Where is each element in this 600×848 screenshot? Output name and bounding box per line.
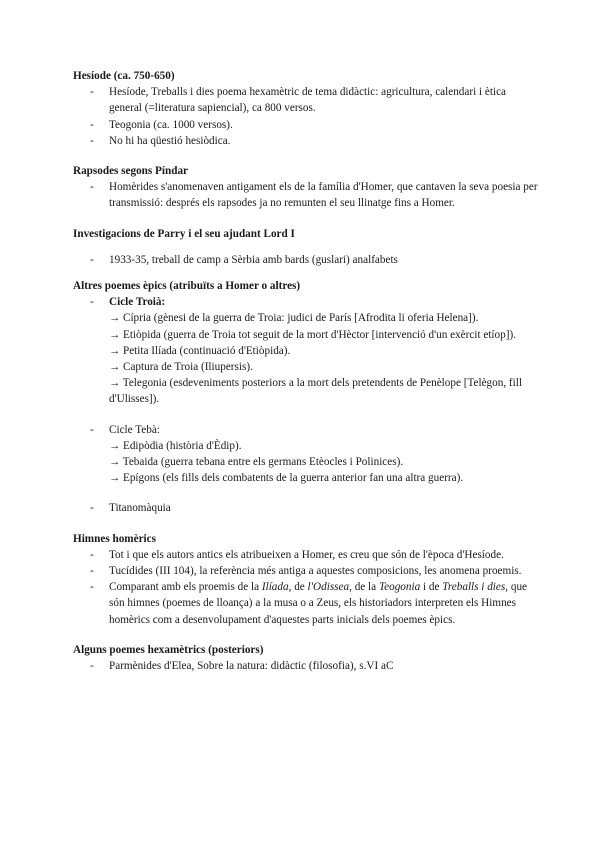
cicle-line: → Telegonia (esdeveniments posteriors a la mort dels pretendents de Penèlope [Telègon, fill d'Ulisses]). xyxy=(109,377,522,406)
cicle-line: → Epígons (els fills dels combatents de la guerra anterior fan una altra guerra). xyxy=(109,472,464,485)
heading-hesiode: Hesíode (ca. 750-650) xyxy=(73,70,175,82)
text-run: , de la xyxy=(349,581,379,594)
text-run: , de xyxy=(288,581,308,594)
list-himnes xyxy=(73,547,540,628)
list-item-titanomaquia: - Titanomàquia xyxy=(73,500,540,516)
cicle-line: → Cípria (gènesi de la guerra de Troia: judici de París [Afrodita li oferia Helena]). xyxy=(109,312,479,325)
heading-alguns: Alguns poemes hexamètrics (posteriors) xyxy=(73,643,264,656)
title-teogonia: Teogonia xyxy=(378,581,421,594)
list-parry xyxy=(73,252,540,268)
list-item: - Teogonia (ca. 1000 versos). xyxy=(73,117,540,133)
list-item: - No hi ha qüestió hesiòdica. xyxy=(73,133,540,149)
cicle-line: → Captura de Troia (Iliupersis). xyxy=(109,361,253,374)
cicle-line: → Etiòpida (guerra de Troia tot seguit de la mort d'Hèctor [intervenció d'un exèrcit etíop]). xyxy=(109,328,516,341)
list-hesiode xyxy=(73,84,540,149)
cicle-line: → Petita Ilíada (continuació d'Etiòpida). xyxy=(109,344,291,357)
list-item-comparant xyxy=(73,579,540,628)
cicle-troia-label: - Cicle Troià: xyxy=(109,296,166,309)
heading-altres: Altres poemes èpics (atribuïts a Homer o altres) xyxy=(73,280,301,293)
list-item: - Homèrides s'anomenaven antigament els de la família d'Homer, que cantaven la seva poesia per transmissió: després els rapsodes ja no remunten el seu llinatge fins a Homer. xyxy=(73,179,540,211)
list-item-cicle-troia xyxy=(73,294,540,407)
section-himnes xyxy=(73,531,540,628)
list-rapsodes xyxy=(73,179,540,211)
list-item: - Hesíode, Treballs i dies poema hexamètric de tema didàctic: agricultura, calendari i ètica general (=literatura sapiencial), ca 800 versos. xyxy=(73,84,540,116)
list-item: - Tot i que els autors antics els atribueixen a Homer, es creu que són de l'època d'Hesíode. xyxy=(73,547,540,563)
cicle-line: → Edipòdia (història d'Èdip). xyxy=(109,439,242,452)
list-item: - Tucídides (III 104), la referència més antiga a aquestes composicions, les anomena proemis. xyxy=(73,563,540,579)
section-parry xyxy=(73,226,540,268)
cicle-line: → Tebaida (guerra tebana entre els germans Etèocles i Polinices). xyxy=(109,456,404,469)
text-run: , que són himnes (poemes de lloança) a la musa o a Zeus, els historiadors interpreten els Himnes homèrics com a desenvolupament d'aquestes parts inicials dels poemes èpics. xyxy=(109,581,527,626)
list-alguns xyxy=(73,658,540,674)
list-item-cicle-teba xyxy=(73,422,540,487)
list-item: - Parmènides d'Elea, Sobre la natura: didàctic (filosofia), s.VI aC xyxy=(73,658,540,674)
heading-rapsodes: Rapsodes segons Píndar xyxy=(73,165,189,178)
list-item: - 1933-35, treball de camp a Sèrbia amb bards (guslari) analfabets xyxy=(73,252,540,268)
section-hesiode xyxy=(73,68,540,149)
title-treballs: Treballs i dies xyxy=(442,581,506,594)
heading-parry: Investigacions de Parry i el seu ajudant Lord I xyxy=(73,227,295,240)
list-altres xyxy=(73,294,540,516)
section-altres xyxy=(73,278,540,517)
text-run: Comparant amb els proemis de la xyxy=(109,581,262,594)
cicle-teba-label: - Cicle Tebà: xyxy=(109,423,160,436)
title-odissea: l'Odissea xyxy=(307,581,350,594)
title-iliada: Ilíada xyxy=(261,581,289,594)
heading-himnes: Himnes homèrics xyxy=(73,532,156,545)
section-alguns xyxy=(73,642,540,674)
section-rapsodes xyxy=(73,163,540,212)
text-run: i de xyxy=(420,581,443,594)
